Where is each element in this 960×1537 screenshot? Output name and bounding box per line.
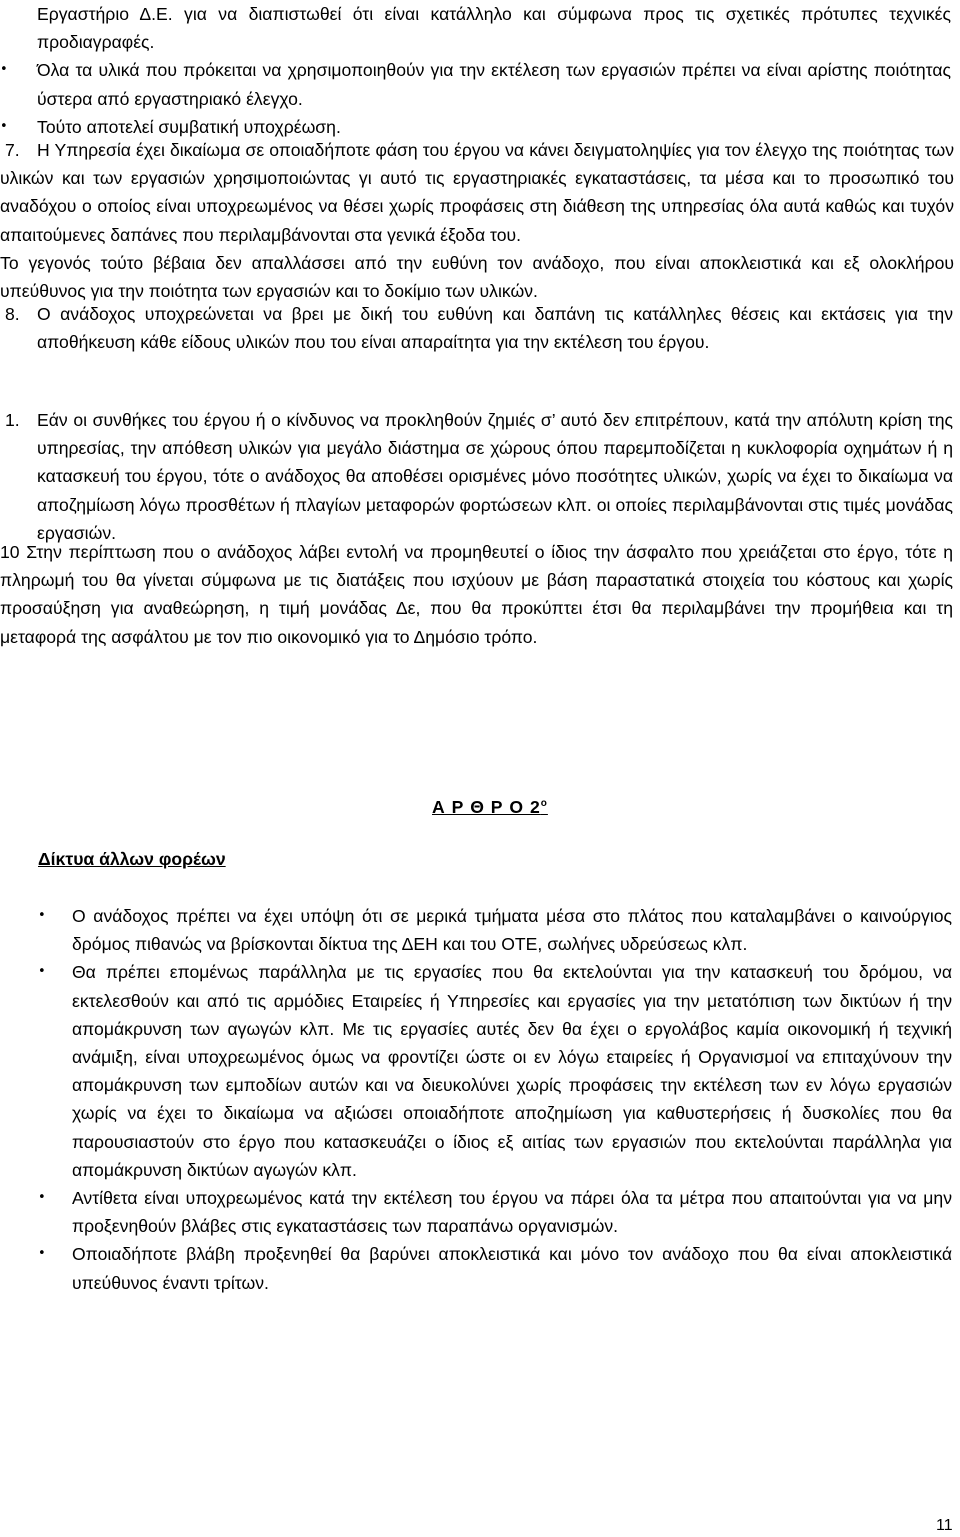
list-item xyxy=(38,1240,952,1296)
page-number: 11 xyxy=(936,1517,953,1534)
bullet-text: Ο ανάδοχος πρέπει να έχει υπόψη ότι σε μερικά τμήματα μέσα στο πλάτος που καταλαμβάνει ο καινούργιος δρόμος πιθανώς να βρίσκονται δίκτυα της ΔΕΗ και του ΟΤΕ, σωλήνες υδρεύσεως κλπ. xyxy=(72,906,952,955)
bullet-list xyxy=(38,902,952,1297)
item-number: 7. xyxy=(5,140,20,160)
article-superscript: ο xyxy=(540,798,548,810)
bullet-text: Όλα τα υλικά που πρόκειται να χρησιμοποιηθούν για την εκτέλεση των εργασιών πρέπει να είναι αρίστης ποιότητας ύστερα από εργαστηριακό έλεγχο. xyxy=(37,60,951,109)
item-8 xyxy=(0,300,953,356)
list-item xyxy=(38,958,952,1184)
item-10 xyxy=(0,538,953,651)
bullet-icon: • xyxy=(38,1246,46,1262)
item-number: 8. xyxy=(5,304,20,324)
bullet-text: Αντίθετα είναι υποχρεωμένος κατά την εκτέλεση του έργου να πάρει όλα τα μέτρα που απαιτούνται για να μην προξενηθούν βλάβες στις εγκαταστάσεις των παραπάνω οργανισμών. xyxy=(72,1188,952,1237)
bullet-icon: • xyxy=(0,62,8,78)
top-bullet-list xyxy=(0,56,951,141)
item-text: Ο ανάδοχος υποχρεώνεται να βρει με δική του ευθύνη και δαπάνη τις κατάλληλες θέσεις και εκτάσεις για την αποθήκευση κάθε είδους υλικών που του είναι απαραίτητα για την εκτέλεση του έργου. xyxy=(37,304,953,353)
bullet-icon: • xyxy=(38,908,46,923)
bullet-text: Οποιαδήποτε βλάβη προξενηθεί θα βαρύνει αποκλειστικά και μόνο τον ανάδοχο που θα είναι αποκλειστικά υπεύθυνος έναντι τρίτων. xyxy=(72,1244,952,1293)
item-text: Εάν οι συνθήκες του έργου ή ο κίνδυνος να προκληθούν ζημιές σ’ αυτό δεν επιτρέπουν, κατά την απόλυτη κρίση της υπηρεσίας, την απόθεση υλικών για μεγάλο διάστημα σε χώρους όπου παρεμποδίζεται η κυκλοφορία οχημάτων ή η κατασκευή του έργου, τότε ο ανάδοχος θα αποθέσει ορισμένες μόνο ποσότητες υλικών, χωρίς να έχει το δικαίωμα να αποζημίωση λόγω προσθέτων ή πλαγίων μεταφορών φορτώσεων κλπ. οι οποίες περιλαμβάνονται στις τιμές μονάδας εργασιών. xyxy=(37,410,953,543)
bullet-text: Τούτο αποτελεί συμβατική υποχρέωση. xyxy=(37,116,341,137)
top-section xyxy=(0,0,951,141)
item-text: 10 Στην περίπτωση που ο ανάδοχος λάβει εντολή να προμηθευτεί ο ίδιος την άσφαλτο που χρειάζεται στο έργο, τότε η πληρωμή του θα γίνεται σύμφωνα με τις διατάξεις που ισχύουν με βάση παραστατικά στοιχεία του κόστους και χωρίς προσαύξηση για αναθεώρηση, η τιμή μονάδας Δε, που θα προκύπτει έτσι θα περιλαμβάνει την προμήθεια και τη μεταφορά της ασφάλτου με τον πιο οικονομικό για το Δημόσιο τρόπο. xyxy=(0,542,953,647)
bullet-icon: • xyxy=(38,1190,46,1206)
article-title: Α Ρ Θ Ρ Ο 2 xyxy=(432,797,541,817)
list-item xyxy=(38,902,952,958)
article-heading xyxy=(432,793,548,821)
bullet-text: Θα πρέπει επομένως παράλληλα με τις εργασίες που θα εκτελούνται για την κατασκευή του δρόμου, να εκτελεσθούν και από τις αρμόδιες Εταιρείες ή Υπηρεσίες και εργασίες για την μετατόπιση των δικτύων ή την απομάκρυνση των αγωγών κλπ. Με τις εργασίες αυτές δεν θα έχει ο εργολάβος καμία οικονομική ή τεχνική ανάμιξη, είναι υποχρεωμένος όμως να φροντίζει ώστε οι εν λόγω εταιρείες ή Οργανισμοί να επιταχύνουν την απομάκρυνση των εμποδίων αυτών και να διευκολύνει χωρίς προφάσεις την εκτέλεση των εν λόγω εργασιών χωρίς να έχει το δικαίωμα να αξιώσει οποιαδήποτε αποζημίωση για καθυστερήσεις ή δυσκολίες που θα παρουσιαστούν στο έργο που κατασκευάζει ο ίδιος εξ αιτίας των εργασιών που εκτελούνται παράλληλα για απομάκρυνση δικτύων αγωγών κλπ. xyxy=(72,962,952,1180)
list-item xyxy=(0,56,951,112)
bullet-icon: • xyxy=(0,118,8,134)
item-7 xyxy=(0,136,954,305)
continuation-paragraph: Εργαστήριο Δ.Ε. για να διαπιστωθεί ότι είναι κατάλληλο και σύμφωνα προς τις σχετικές πρότυπες τεχνικές προδιαγραφές. xyxy=(37,4,951,53)
item-text-continued: Το γεγονός τούτο βέβαια δεν απαλλάσσει από την ευθύνη τον ανάδοχο, που είναι αποκλειστικά και εξ ολοκλήρου υπεύθυνος για την ποιότητα των εργασιών και το δοκίμιο των υλικών. xyxy=(0,252,954,302)
list-item xyxy=(38,1184,952,1240)
section-heading: Δίκτυα άλλων φορέων xyxy=(38,849,226,869)
bullet-icon: • xyxy=(38,964,46,980)
item-text: Η Υπηρεσία έχει δικαίωμα σε οποιαδήποτε φάση του έργου να κάνει δειγματοληψίες για τον έλεγχο της ποιότητας των υλικών και των εργασιών χρησιμοποιώντας γι αυτό τις εργαστηριακές εγκαταστάσεις, τα μέσα και το προσωπικό του αναδόχου ο οποίος είναι υποχρεωμένος να θέσει χωρίς προφάσεις στη διάθεση της υπηρεσίας όλα αυτά καθώς και τυχόν απαιτούμενες δαπάνες που περιλαμβάνονται στα γενικά έξοδα του. xyxy=(0,140,954,245)
item-number: 1. xyxy=(5,410,20,430)
item-1 xyxy=(0,406,953,547)
